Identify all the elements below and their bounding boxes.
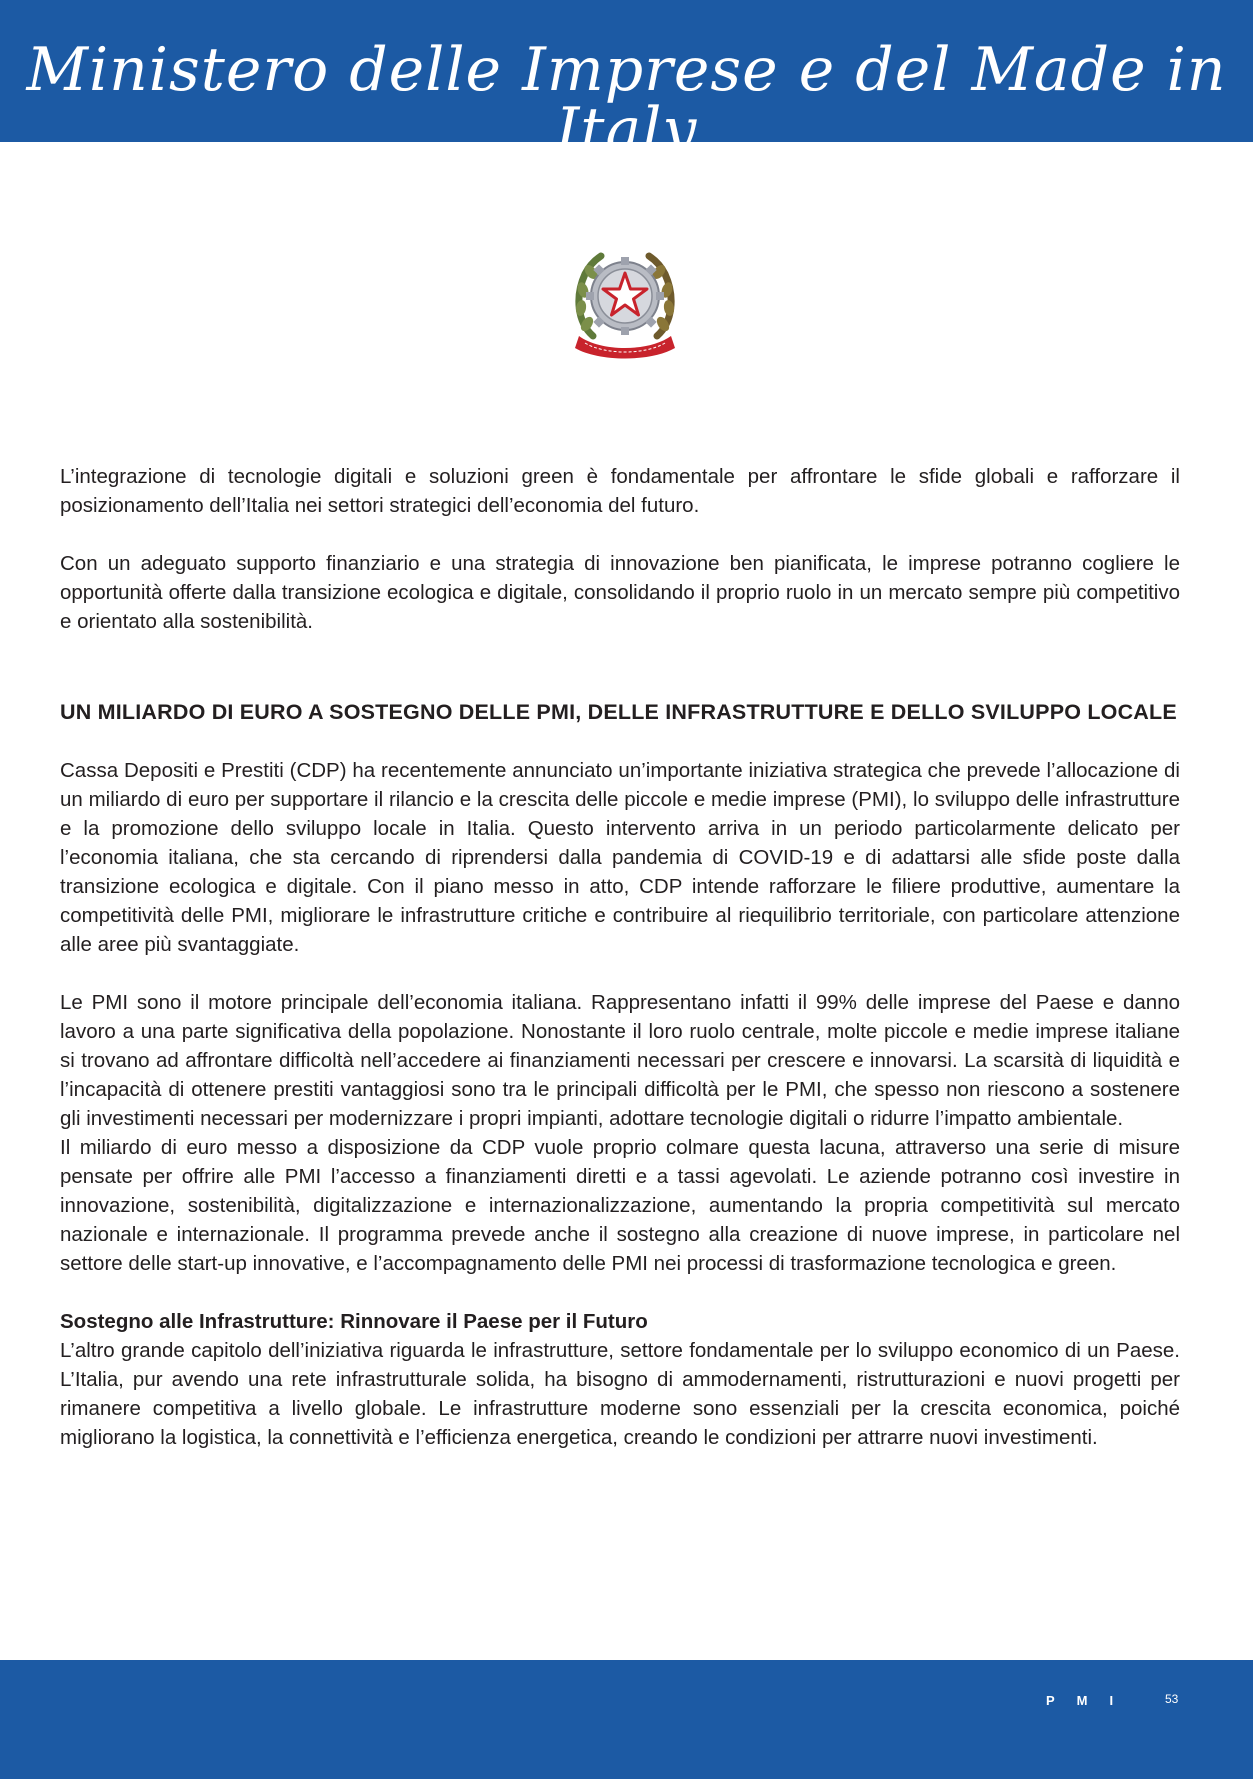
footer-band [0,1660,1253,1779]
main-content [60,462,1180,1452]
sub-heading: Sostegno alle Infrastrutture: Rinnovare il Paese per il Futuro [60,1310,648,1333]
ministry-title: Ministero delle Imprese e del Made in Italy [26,35,1227,165]
page-number: 53 [1165,1692,1179,1706]
section-paragraph-3: Il miliardo di euro messo a disposizione da CDP vuole proprio colmare questa lacuna, attraverso una serie di misure pensate per offrire alle PMI l’accesso a finanziamenti diretti e a tassi agevolati. Le aziende potranno così investire in innovazione, sostenibilità, digitalizzazione e internazionalizzazione, aumentando la propria competitività sul mercato nazionale e internazionale. Il programma prevede anche il sostegno alla creazione di nuove imprese, in particolare nel settore delle start-up innovative, e l’accompagnamento delle PMI nei processi di trasformazione tecnologica e green. [60,1136,1180,1275]
intro-paragraph-2: Con un adeguato supporto finanziario e una strategia di innovazione ben pianificata, le imprese potranno cogliere le opportunità offerte dalla transizione ecologica e digitale, consolidando il proprio ruolo in un mercato sempre più competitivo e orientato alla sostenibilità. [60,552,1180,633]
footer-label: PMI [1046,1693,1136,1708]
section-paragraph-1: Cassa Depositi e Prestiti (CDP) ha recentemente annunciato un’importante iniziativa strategica che prevede l’allocazione di un miliardo di euro per supportare il rilancio e la crescita delle piccole e medie imprese (PMI), lo sviluppo delle infrastrutture e la promozione dello sviluppo locale in Italia. Questo intervento arriva in un periodo particolarmente delicato per l’economia italiana, che sta cercando di riprendersi dalla pandemia di COVID-19 e di adattarsi alle sfide poste dalla transizione ecologica e digitale. Con il piano messo in atto, CDP intende rafforzare le filiere produttive, aumentare la competitività delle PMI, migliorare le infrastrutture critiche e contribuire al riequilibrio territoriale, con particolare attenzione alle aree più svantaggiate. [60,759,1180,956]
section-heading: UN MILIARDO DI EURO A SOSTEGNO DELLE PMI, DELLE INFRASTRUTTURE E DELLO SVILUPPO LOCALE [60,700,1177,724]
sub-paragraph: L’altro grande capitolo dell’iniziativa riguarda le infrastrutture, settore fondamentale per lo sviluppo economico di un Paese. L’Italia, pur avendo una rete infrastrutturale solida, ha bisogno di ammodernamenti, ristrutturazioni e nuovi progetti per rimanere competitiva a livello globale. Le infrastrutture moderne sono essenziali per la crescita economica, poiché migliorano la logistica, la connettività e l’efficienza energetica, creando le condizioni per attrarre nuovi investimenti. [60,1339,1180,1449]
section-paragraph-2: Le PMI sono il motore principale dell’economia italiana. Rappresentano infatti il 99% delle imprese del Paese e danno lavoro a una parte significativa della popolazione. Nonostante il loro ruolo centrale, molte piccole e medie imprese italiane si trovano ad affrontare difficoltà nell’accedere ai finanziamenti necessari per crescere e innovarsi. La scarsità di liquidità e l’incapacità di ottenere prestiti vantaggiosi sono tra le principali difficoltà per le PMI, che spesso non riescono a sostenere gli investimenti necessari per modernizzare i propri impianti, adottare tecnologie digitali o ridurre l’impatto ambientale. [60,991,1180,1130]
intro-paragraph-1: L’integrazione di tecnologie digitali e soluzioni green è fondamentale per affrontare le sfide globali e rafforzare il posizionamento dell’Italia nei settori strategici dell’economia del futuro. [60,465,1180,517]
header-banner [0,0,1253,165]
emblem-of-italy-icon [571,240,679,364]
